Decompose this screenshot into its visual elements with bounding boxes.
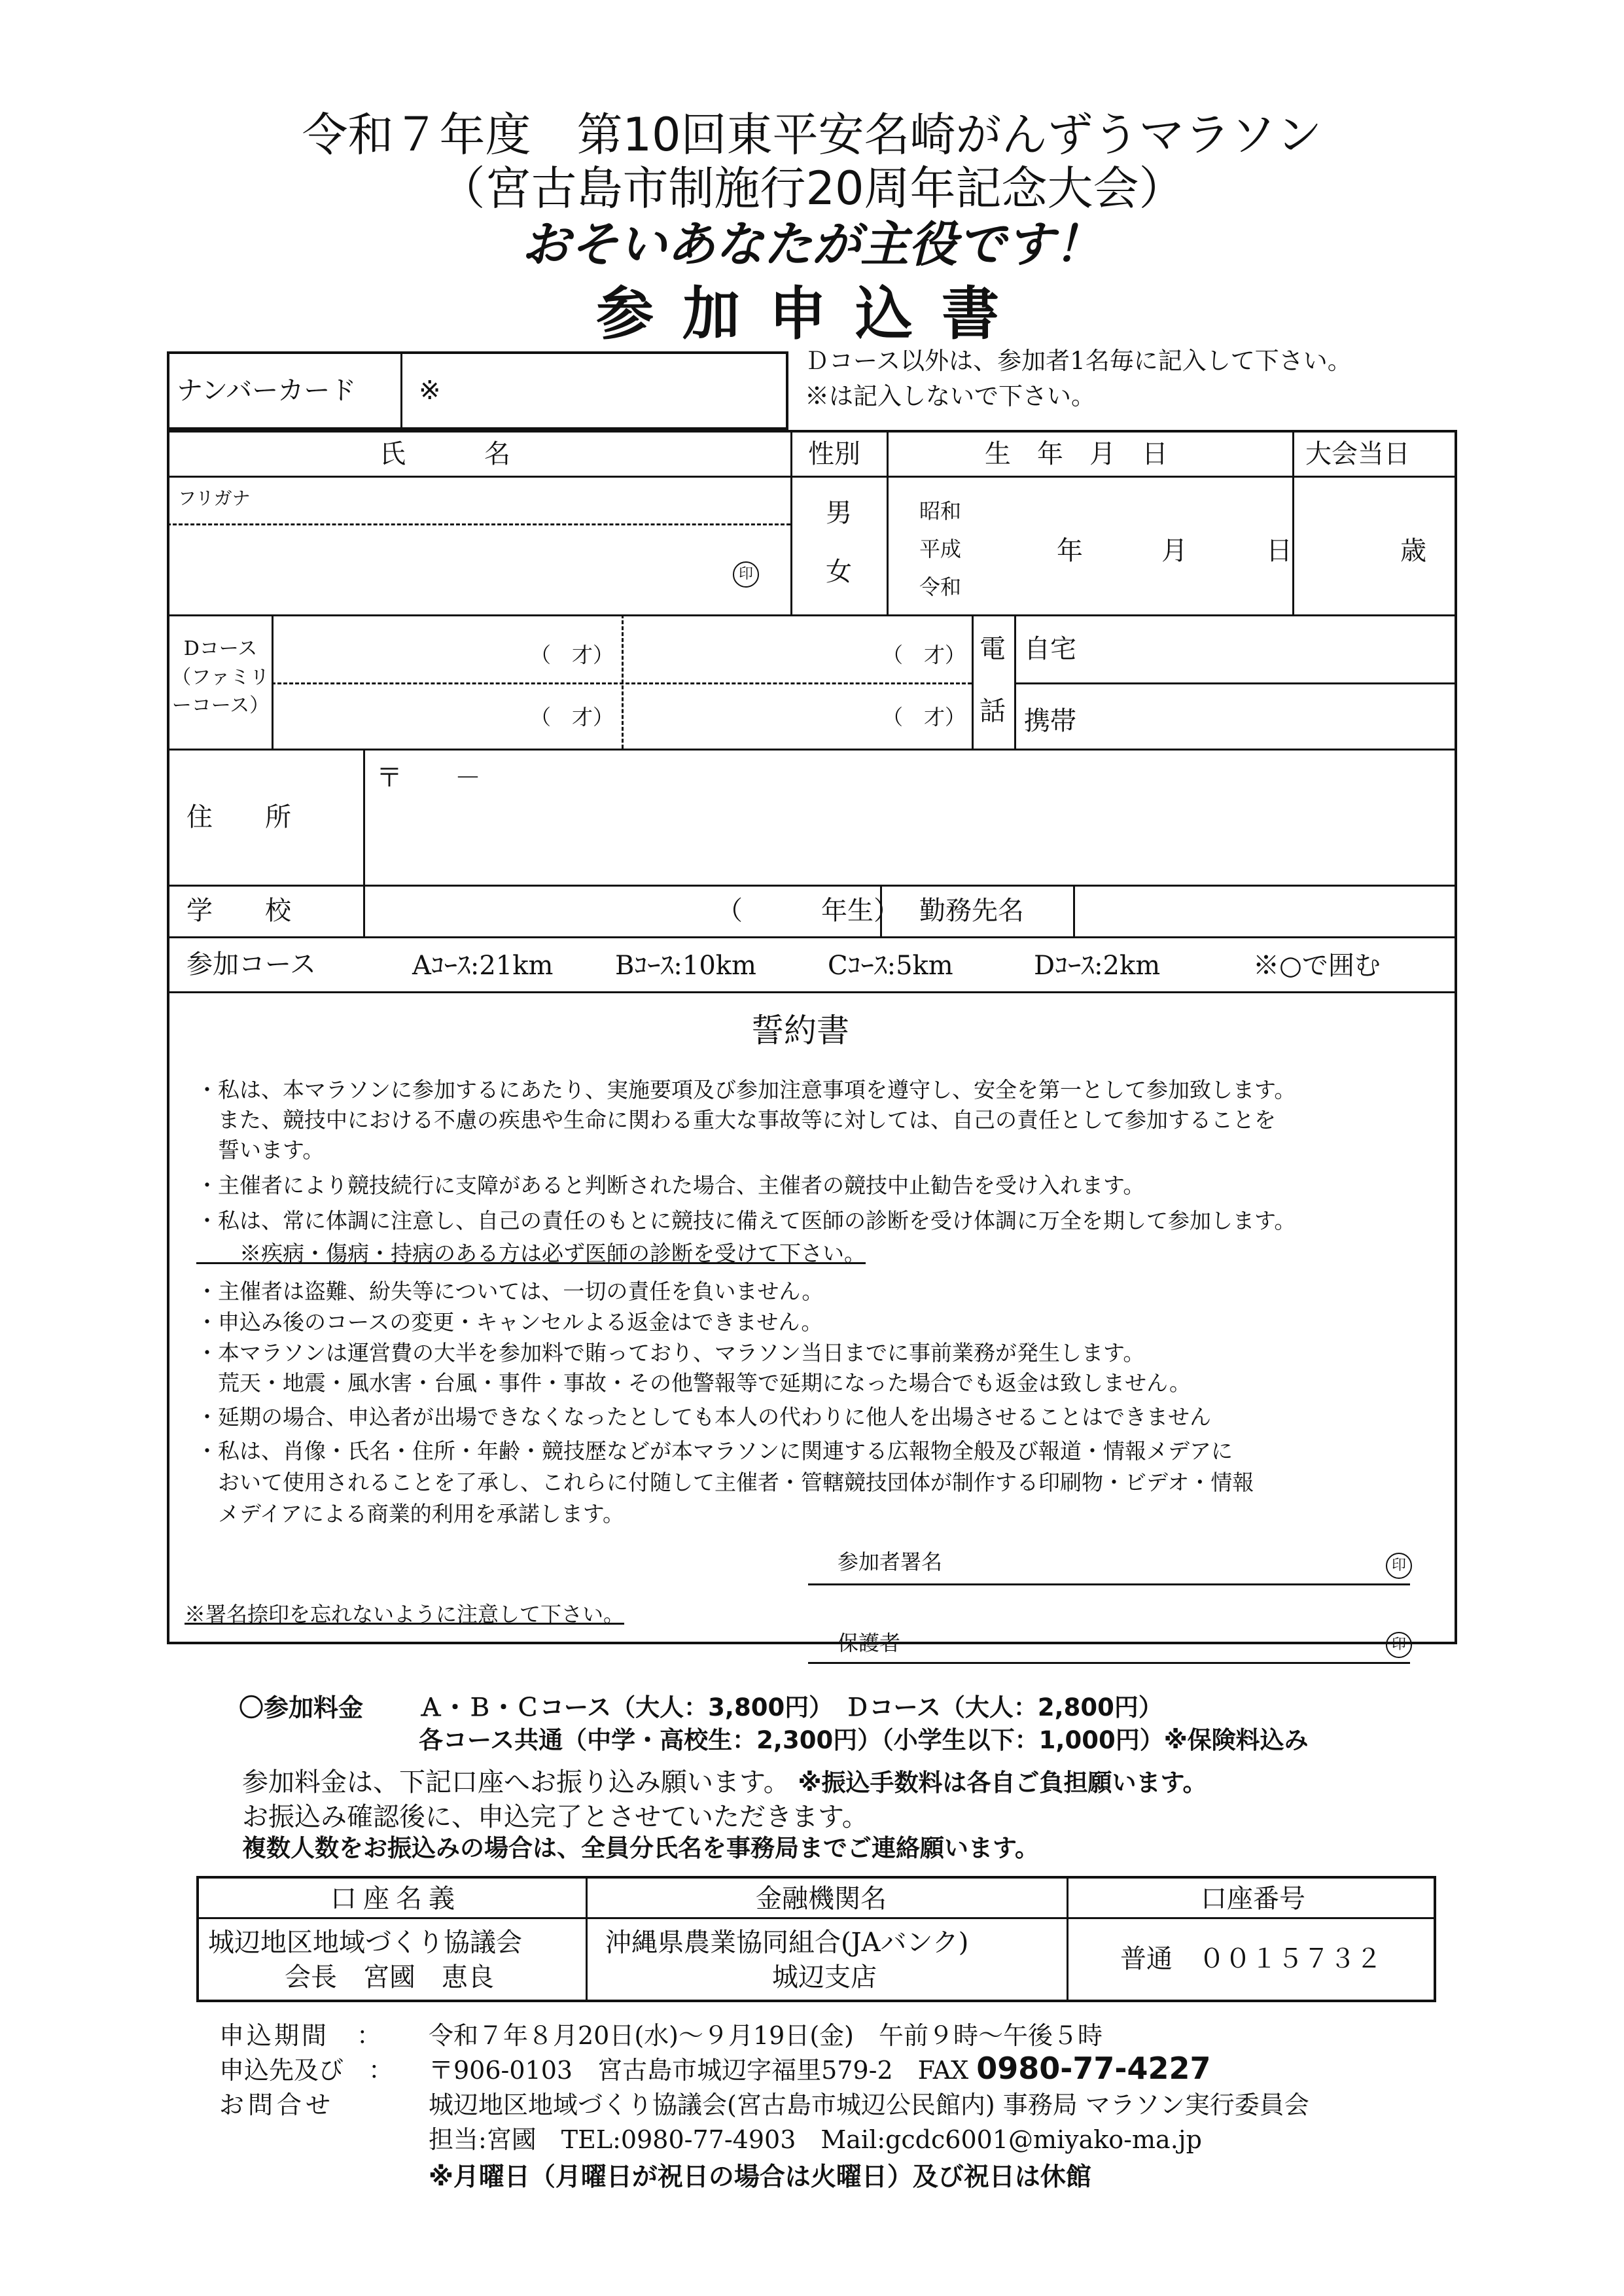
phone-label-2: 話	[980, 696, 1006, 726]
pledge-line: ・本マラソンは運営費の大半を参加料で賄っており、マラソン当日までに事前業務が発生します。	[196, 1340, 1145, 1366]
pledge-line: ・私は、本マラソンに参加するにあたり、実施要項及び参加注意事項を遵守し、安全を第一として参加致します。	[196, 1077, 1296, 1103]
pledge-line: ・私は、常に体調に注意し、自己の責任のもとに競技に備えて医師の診断を受け体調に万全を期して参加します。	[196, 1208, 1296, 1233]
closed-days-note: ※月曜日（月曜日が祝日の場合は火曜日）及び祝日は休館	[429, 2163, 1091, 2192]
pledge-line: 荒天・地震・風水害・台風・事件・事故・その他警報等で延期になった場合でも返金は致しません。	[196, 1370, 1191, 1396]
age-header: 大会当日	[1305, 439, 1410, 469]
postal-mark: 〒 －	[376, 763, 481, 793]
signer-seal: 印	[1386, 1553, 1412, 1579]
pledge-line: 誓います。	[196, 1137, 325, 1163]
fees-label: 〇参加料金	[239, 1693, 364, 1722]
fees-line-1: Ａ・Ｂ・Ｃコース（大人：3,800円） Ｄコース（大人：2,800円）	[419, 1693, 1163, 1722]
transfer-note-2: お振込み確認後に、申込完了とさせていただきます。	[242, 1802, 868, 1832]
bank-institution-1: 沖縄県農業協同組合(JAバンク)	[605, 1928, 969, 1958]
era-reiwa: 令和	[919, 574, 962, 599]
era-heisei: 平成	[919, 537, 962, 561]
office-info: 城辺地区地域づくり協議会(宮古島市城辺公民館内) 事務局 マラソン実行委員会	[429, 2091, 1309, 2119]
bank-holder-2: 会長 宮國 恵良	[285, 1962, 494, 1992]
school-grade: （ 年生）	[716, 896, 900, 926]
number-card-note-2: ※は記入しないで下さい。	[805, 382, 1095, 410]
staff-contact: 担当:宮國 TEL:0980-77-4903 Mail:gcdc6001@miyako-ma.jp	[429, 2125, 1202, 2154]
guardian-label: 保護者	[838, 1631, 901, 1655]
course-c[interactable]: Cｺｰｽ:5km	[828, 951, 953, 981]
event-title: 令和７年度 第10回東平安名崎がんずうマラソン	[302, 108, 1322, 162]
number-card-label: ナンバーカード	[177, 376, 357, 406]
phone-mobile-label: 携帯	[1024, 706, 1076, 736]
period-label: 申込期間 ：	[219, 2021, 385, 2050]
d-member-2-age: （ 才）	[882, 643, 966, 667]
destination-label: 申込先及び ：	[219, 2056, 394, 2085]
birthdate-ymd: 年 月 日	[1057, 536, 1292, 566]
school-label: 学 校	[186, 896, 291, 926]
pledge-line: また、競技中における不慮の疾患や生命に関わる重大な事故等に対しては、自己の責任として参加することを	[196, 1107, 1276, 1133]
name-header: 氏 名	[380, 439, 510, 469]
pledge-line: ・申込み後のコースの変更・キャンセルよる返金はできません。	[196, 1309, 823, 1335]
destination-address: 〒906-0103 宮古島市城辺字福里579-2 FAX 0980-77-4227	[429, 2051, 1211, 2086]
gender-header: 性別	[808, 439, 860, 469]
age-unit: 歳	[1400, 536, 1426, 566]
d-member-3-age: （ 才）	[530, 705, 614, 730]
transfer-note-1: 参加料金は、下記口座へお振り込み願います。 ※振込手数料は各自ご負担願います。	[242, 1767, 1207, 1797]
course-note: ※○で囲む	[1253, 951, 1381, 981]
course-a[interactable]: Aｺｰｽ:21km	[412, 951, 554, 981]
workplace-label: 勤務先名	[919, 896, 1024, 926]
pledge-line: ※疾病・傷病・持病のある方は必ず医師の診断を受けて下さい。	[196, 1241, 866, 1266]
bank-institution-2: 城辺支店	[772, 1962, 877, 1992]
phone-label-1: 電	[980, 634, 1006, 664]
event-subtitle: （宮古島市制施行20周年記念大会）	[439, 162, 1185, 215]
number-card-note-1: Ｄコース以外は、参加者1名毎に記入して下さい。	[805, 347, 1352, 375]
d-course-label: Dコース （ファミリ ーコース）	[171, 637, 270, 717]
bank-header-institution: 金融機関名	[756, 1884, 887, 1914]
transfer-note-3: 複数人数をお振込みの場合は、全員分氏名を事務局までご連絡願います。	[242, 1834, 1040, 1862]
name-seal: 印	[733, 561, 759, 588]
bank-holder-1: 城辺地区地域づくり協議会	[208, 1928, 522, 1958]
event-slogan: おそいあなたが主役です！	[521, 217, 1103, 273]
pledge-line: ・延期の場合、申込者が出場できなくなったとしても本人の代わりに他人を出場させることはできません	[196, 1404, 1211, 1430]
pledge-line: ・私は、肖像・氏名・住所・年齢・競技歴などが本マラソンに関連する広報物全般及び報道・情報メデアに	[196, 1438, 1233, 1464]
number-card-mark: ※	[419, 376, 441, 406]
birthdate-header: 生 年 月 日	[985, 439, 1168, 469]
pledge-line: ・主催者により競技続行に支障があると判断された場合、主催者の競技中止勧告を受け入れます。	[196, 1173, 1145, 1198]
pledge-line: ・主催者は盗難、紛失等については、一切の責任を負いません。	[196, 1279, 824, 1304]
seal-reminder: ※署名捺印を忘れないように注意して下さい。	[185, 1602, 625, 1627]
female-option[interactable]: 女	[826, 557, 852, 587]
course-b[interactable]: Bｺｰｽ:10km	[615, 951, 756, 981]
pledge-line: メデイアによる商業的利用を承諾します。	[196, 1501, 625, 1527]
course-label: 参加コース	[186, 949, 316, 980]
bank-account-number: 普通 ００１５７３２	[1120, 1944, 1382, 1974]
fees-line-2: 各コース共通（中学・高校生：2,300円）（小学生以下：1,000円）※保険料込み	[419, 1726, 1309, 1754]
bank-header-holder: 口座名義	[330, 1884, 461, 1914]
male-option[interactable]: 男	[826, 498, 852, 528]
course-d[interactable]: Dｺｰｽ:2km	[1034, 951, 1161, 981]
d-member-1-age: （ 才）	[530, 643, 614, 667]
signer-label: 参加者署名	[838, 1549, 943, 1574]
furigana-label: フリガナ	[178, 487, 251, 509]
guardian-seal: 印	[1386, 1632, 1412, 1658]
bank-header-account: 口座番号	[1201, 1884, 1305, 1914]
application-period: 令和７年８月20日(水)～９月19日(金) 午前９時～午後５時	[429, 2021, 1103, 2050]
d-member-4-age: （ 才）	[882, 705, 966, 730]
inquiry-label: お問合せ	[219, 2091, 335, 2119]
form-title: 参加申込書	[595, 280, 1028, 347]
era-showa: 昭和	[919, 499, 962, 523]
address-label: 住 所	[186, 802, 291, 832]
pledge-line: おいて使用されることを了承し、これらに付随して主催者・管轄競技団体が制作する印刷物・ビデオ・情報	[196, 1470, 1254, 1495]
phone-home-label: 自宅	[1024, 634, 1076, 664]
pledge-title: 誓約書	[751, 1012, 849, 1050]
